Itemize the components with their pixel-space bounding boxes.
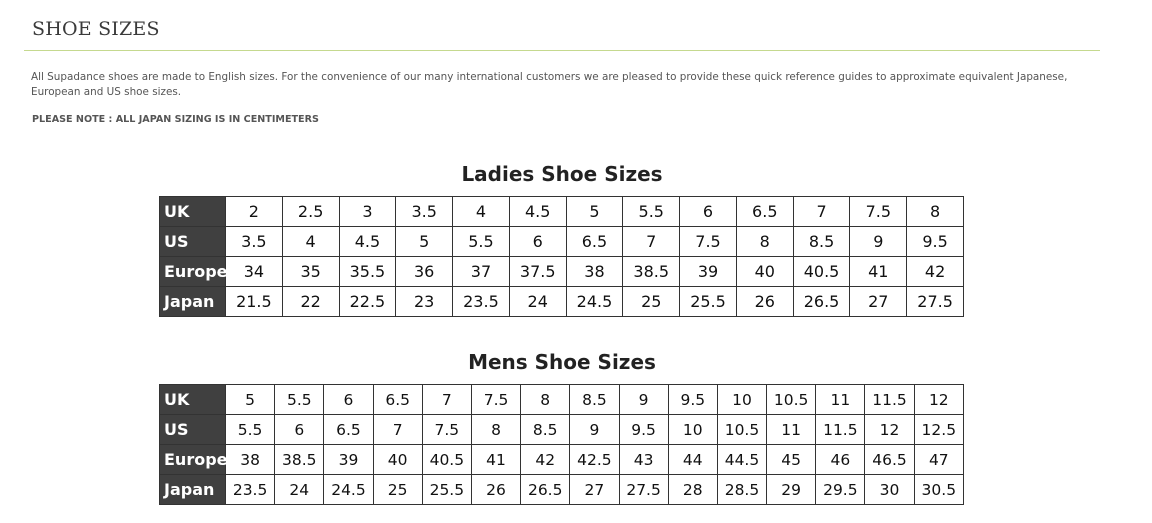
size-cell: 7.5 — [680, 227, 737, 257]
size-cell: 8.5 — [793, 227, 850, 257]
size-cell: 4 — [453, 197, 510, 227]
size-cell: 29 — [767, 475, 816, 505]
size-cell: 5.5 — [453, 227, 510, 257]
size-cell: 6.5 — [566, 227, 623, 257]
row-header: Japan — [160, 287, 226, 317]
size-cell: 8 — [471, 415, 520, 445]
size-cell: 45 — [767, 445, 816, 475]
intro-text: All Supadance shoes are made to English sizes. For the convenience of our many international customers we are pleased to provide these quick reference guides to approximate equivalent Japanese, European and US shoe sizes. — [31, 71, 1068, 98]
size-cell: 46.5 — [865, 445, 914, 475]
ladies-size-table — [159, 196, 964, 317]
size-cell: 38 — [566, 257, 623, 287]
size-cell: 25 — [373, 475, 422, 505]
size-cell: 40 — [736, 257, 793, 287]
size-row-uk — [160, 385, 964, 415]
size-cell: 27 — [570, 475, 619, 505]
size-cell: 8.5 — [570, 385, 619, 415]
size-row-europe — [160, 257, 964, 287]
size-cell: 39 — [324, 445, 373, 475]
size-cell: 9.5 — [907, 227, 964, 257]
size-cell: 6.5 — [373, 385, 422, 415]
size-cell: 36 — [396, 257, 453, 287]
size-cell: 3.5 — [226, 227, 283, 257]
size-cell: 6 — [324, 385, 373, 415]
size-cell: 11.5 — [816, 415, 865, 445]
size-cell: 24 — [275, 475, 324, 505]
size-cell: 7.5 — [850, 197, 907, 227]
size-cell: 7.5 — [471, 385, 520, 415]
size-cell: 42 — [521, 445, 570, 475]
size-cell: 42 — [907, 257, 964, 287]
size-cell: 6 — [509, 227, 566, 257]
size-cell: 38.5 — [275, 445, 324, 475]
size-cell: 8 — [521, 385, 570, 415]
size-row-uk — [160, 197, 964, 227]
size-cell: 44 — [668, 445, 717, 475]
size-cell: 37.5 — [509, 257, 566, 287]
size-cell: 39 — [680, 257, 737, 287]
row-header: UK — [160, 197, 226, 227]
row-header: Europe — [160, 257, 226, 287]
size-cell: 42.5 — [570, 445, 619, 475]
size-cell: 44.5 — [717, 445, 766, 475]
size-cell: 3.5 — [396, 197, 453, 227]
title-divider — [24, 50, 1100, 51]
size-cell: 27.5 — [907, 287, 964, 317]
size-cell: 2.5 — [282, 197, 339, 227]
size-cell: 25.5 — [422, 475, 471, 505]
row-header: UK — [160, 385, 226, 415]
size-cell: 38.5 — [623, 257, 680, 287]
size-cell: 9 — [570, 415, 619, 445]
size-cell: 5.5 — [275, 385, 324, 415]
size-cell: 5 — [566, 197, 623, 227]
japan-sizing-note: PLEASE NOTE : ALL JAPAN SIZING IS IN CENTIMETERS — [32, 114, 319, 125]
size-cell: 4.5 — [509, 197, 566, 227]
size-cell: 46 — [816, 445, 865, 475]
size-cell: 3 — [339, 197, 396, 227]
size-cell: 5.5 — [226, 415, 275, 445]
size-cell: 35.5 — [339, 257, 396, 287]
mens-size-table — [159, 384, 964, 505]
size-cell: 41 — [471, 445, 520, 475]
size-row-japan — [160, 287, 964, 317]
size-cell: 22 — [282, 287, 339, 317]
size-row-us — [160, 227, 964, 257]
size-cell: 22.5 — [339, 287, 396, 317]
size-cell: 6.5 — [736, 197, 793, 227]
size-cell: 26 — [471, 475, 520, 505]
size-cell: 40 — [373, 445, 422, 475]
size-cell: 10.5 — [717, 415, 766, 445]
size-cell: 26.5 — [521, 475, 570, 505]
size-cell: 29.5 — [816, 475, 865, 505]
size-row-us — [160, 415, 964, 445]
size-cell: 9 — [619, 385, 668, 415]
size-row-japan — [160, 475, 964, 505]
size-cell: 28 — [668, 475, 717, 505]
row-header: Europe — [160, 445, 226, 475]
size-cell: 5.5 — [623, 197, 680, 227]
size-cell: 47 — [914, 445, 963, 475]
size-cell: 5 — [396, 227, 453, 257]
size-cell: 24 — [509, 287, 566, 317]
size-cell: 25.5 — [680, 287, 737, 317]
size-cell: 9.5 — [668, 385, 717, 415]
size-cell: 9 — [850, 227, 907, 257]
size-cell: 41 — [850, 257, 907, 287]
size-cell: 30.5 — [914, 475, 963, 505]
size-cell: 40.5 — [793, 257, 850, 287]
size-cell: 37 — [453, 257, 510, 287]
size-cell: 30 — [865, 475, 914, 505]
page-title: SHOE SIZES — [32, 18, 160, 40]
size-cell: 34 — [226, 257, 283, 287]
size-cell: 35 — [282, 257, 339, 287]
size-cell: 10 — [668, 415, 717, 445]
row-header: US — [160, 227, 226, 257]
size-cell: 10 — [717, 385, 766, 415]
size-cell: 8 — [736, 227, 793, 257]
size-cell: 27 — [850, 287, 907, 317]
size-cell: 11 — [816, 385, 865, 415]
size-cell: 26 — [736, 287, 793, 317]
size-cell: 7.5 — [422, 415, 471, 445]
size-cell: 9.5 — [619, 415, 668, 445]
size-cell: 12.5 — [914, 415, 963, 445]
size-cell: 7 — [422, 385, 471, 415]
row-header: US — [160, 415, 226, 445]
size-cell: 23 — [396, 287, 453, 317]
size-cell: 12 — [914, 385, 963, 415]
size-cell: 26.5 — [793, 287, 850, 317]
size-cell: 43 — [619, 445, 668, 475]
size-cell: 8.5 — [521, 415, 570, 445]
size-row-europe — [160, 445, 964, 475]
size-cell: 12 — [865, 415, 914, 445]
size-cell: 23.5 — [226, 475, 275, 505]
mens-table-title: Mens Shoe Sizes — [468, 350, 656, 374]
size-cell: 6 — [680, 197, 737, 227]
size-cell: 38 — [226, 445, 275, 475]
size-cell: 4 — [282, 227, 339, 257]
size-cell: 25 — [623, 287, 680, 317]
size-cell: 27.5 — [619, 475, 668, 505]
size-cell: 7 — [623, 227, 680, 257]
size-cell: 6.5 — [324, 415, 373, 445]
size-cell: 6 — [275, 415, 324, 445]
size-cell: 40.5 — [422, 445, 471, 475]
size-cell: 10.5 — [767, 385, 816, 415]
size-cell: 24.5 — [324, 475, 373, 505]
ladies-table-title: Ladies Shoe Sizes — [461, 162, 663, 186]
size-cell: 11 — [767, 415, 816, 445]
size-cell: 11.5 — [865, 385, 914, 415]
size-cell: 4.5 — [339, 227, 396, 257]
size-cell: 28.5 — [717, 475, 766, 505]
row-header: Japan — [160, 475, 226, 505]
size-cell: 24.5 — [566, 287, 623, 317]
size-cell: 7 — [793, 197, 850, 227]
size-cell: 21.5 — [226, 287, 283, 317]
size-cell: 23.5 — [453, 287, 510, 317]
size-cell: 7 — [373, 415, 422, 445]
size-cell: 2 — [226, 197, 283, 227]
size-cell: 5 — [226, 385, 275, 415]
size-cell: 8 — [907, 197, 964, 227]
